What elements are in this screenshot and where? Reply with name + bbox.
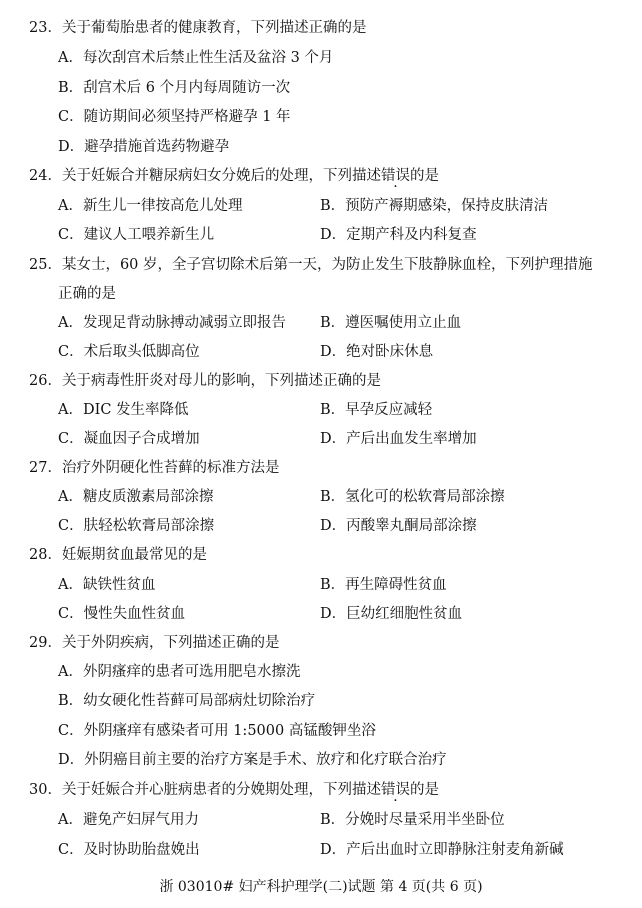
option-23-a: A．每次刮宫术后禁止性生活及盆浴 3 个月 [58, 50, 334, 66]
option-28-c: C．慢性失血性贫血 [58, 606, 186, 622]
question-23: 23．关于葡萄胎患者的健康教育，下列描述正确的是 [29, 20, 367, 36]
option-29-c: C．外阴瘙痒有感染者可用 1:5000 高锰酸钾坐浴 [58, 723, 376, 739]
option-24-b: B．预防产褥期感染，保持皮肤清洁 [320, 198, 549, 214]
option-29-a: A．外阴瘙痒的患者可选用肥皂水擦洗 [58, 664, 301, 680]
option-25-c: C．术后取头低脚高位 [58, 344, 200, 360]
question-25: 25．某女士，60 岁，全子宫切除术后第一天，为防止发生下肢静脉血栓，下列护理措施 [29, 257, 593, 273]
option-30-b: B．分娩时尽量采用半坐卧位 [320, 812, 505, 828]
emphasis-mark: 错误 [380, 168, 410, 184]
option-23-d: D．避孕措施首选药物避孕 [58, 139, 230, 155]
emphasis-mark: 错误 [380, 782, 410, 798]
question-30: 30．关于妊娠合并心脏病患者的分娩期处理，下列描述错误的是 [29, 782, 439, 798]
option-28-b: B．再生障碍性贫血 [320, 577, 447, 593]
option-24-d: D．定期产科及内科复查 [320, 227, 477, 243]
option-28-d: D．巨幼红细胞性贫血 [320, 606, 463, 622]
option-26-d: D．产后出血发生率增加 [320, 431, 477, 447]
option-26-b: B．早孕反应减轻 [320, 402, 433, 418]
question-28: 28．妊娠期贫血最常见的是 [29, 547, 207, 563]
option-30-a: A．避免产妇屏气用力 [58, 812, 199, 828]
option-29-d: D．外阴癌目前主要的治疗方案是手术、放疗和化疗联合治疗 [58, 752, 447, 768]
option-23-b: B．刮宫术后 6 个月内每周随访一次 [58, 80, 291, 96]
option-27-b: B．氢化可的松软膏局部涂擦 [320, 489, 505, 505]
question-25-cont: 正确的是 [58, 286, 116, 302]
option-28-a: A．缺铁性贫血 [58, 577, 156, 593]
question-27: 27．治疗外阴硬化性苔藓的标准方法是 [29, 460, 280, 476]
option-30-d: D．产后出血时立即静脉注射麦角新碱 [320, 842, 564, 858]
option-26-a: A．DIC 发生率降低 [58, 402, 189, 418]
option-24-a: A．新生儿一律按高危儿处理 [58, 198, 243, 214]
option-26-c: C．凝血因子合成增加 [58, 431, 200, 447]
option-30-c: C．及时协助胎盘娩出 [58, 842, 200, 858]
page-footer: 浙 03010# 妇产科护理学(二)试题 第 4 页(共 6 页) [159, 879, 483, 895]
option-25-d: D．绝对卧床休息 [320, 344, 434, 360]
option-25-b: B．遵医嘱使用立止血 [320, 315, 462, 331]
option-27-a: A．糖皮质激素局部涂擦 [58, 489, 214, 505]
option-24-c: C．建议人工喂养新生儿 [58, 227, 215, 243]
option-27-c: C．肤轻松软膏局部涂擦 [58, 518, 215, 534]
option-27-d: D．丙酸睾丸酮局部涂擦 [320, 518, 477, 534]
question-24: 24．关于妊娠合并糖尿病妇女分娩后的处理，下列描述错误的是 [29, 168, 439, 184]
option-25-a: A．发现足背动脉搏动减弱立即报告 [58, 315, 286, 331]
option-23-c: C．随访期间必须坚持严格避孕 1 年 [58, 109, 291, 125]
question-26: 26．关于病毒性肝炎对母儿的影响，下列描述正确的是 [29, 373, 381, 389]
question-29: 29．关于外阴疾病，下列描述正确的是 [29, 635, 280, 651]
option-29-b: B．幼女硬化性苔藓可局部病灶切除治疗 [58, 693, 316, 709]
